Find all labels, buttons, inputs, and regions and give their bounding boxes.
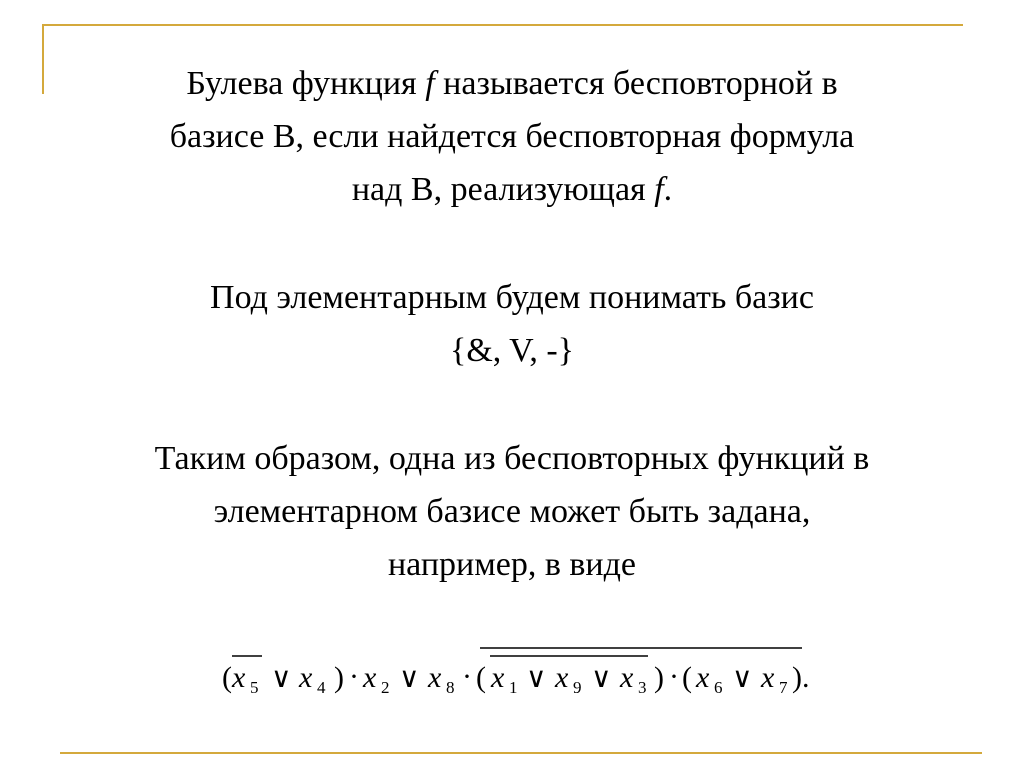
function-symbol: f [654,171,664,208]
basis-line-2: {&, V, -} [450,332,574,369]
period: . [802,661,810,694]
or-operator: ∨ [399,663,420,694]
definition-line-2: базисе B, если найдется бесповторная формула [169,118,855,155]
or-operator: ∨ [591,663,612,694]
paren-open-1: ( [222,661,232,694]
basis-paragraph [40,271,984,377]
paren-close-1: ) [334,661,344,694]
sub-8: 8 [446,678,455,697]
paren-open-3: ( [682,661,692,694]
example-paragraph [40,432,984,591]
or-operator: ∨ [526,663,547,694]
example-line-1: Таким образом, одна из бесповторных функций в [154,440,870,477]
sub-6: 6 [714,678,723,697]
var-x4: x [299,661,313,694]
var-x6: x [696,661,710,694]
dot-operator: · [462,660,472,693]
or-operator: ∨ [732,663,753,694]
example-line-3: например, в виде [387,546,637,583]
function-symbol: f [425,65,435,102]
definition-paragraph [40,57,984,216]
example-line-2: элементарном базисе может быть задана, [213,493,811,530]
basis-line-1: Под элементарным будем понимать базис [210,279,814,316]
sub-5: 5 [250,678,259,697]
sub-9: 9 [573,678,582,697]
sub-4: 4 [317,678,326,697]
dot-operator: · [349,660,359,693]
sub-1: 1 [509,678,518,697]
paren-close-3: ) [792,661,802,694]
var-x1: x [491,661,505,694]
dot-operator: · [669,660,679,693]
var-x8: x [428,661,442,694]
paren-open-2: ( [476,661,486,694]
var-x5: x [232,661,246,694]
formula [0,620,1024,710]
var-x9: x [555,661,569,694]
var-x2: x [363,661,377,694]
sub-7: 7 [779,678,788,697]
frame-top-line [42,24,963,26]
paren-close-2: ) [654,661,664,694]
var-x3: x [620,661,634,694]
sub-3: 3 [638,678,647,697]
sub-2: 2 [381,678,390,697]
or-operator: ∨ [271,663,292,694]
definition-line-3: над B, реализующая f. [351,171,673,208]
var-x7: x [761,661,775,694]
frame-bottom-line [60,752,982,754]
definition-line-1: Булева функция f называется бесповторной в [186,65,838,102]
